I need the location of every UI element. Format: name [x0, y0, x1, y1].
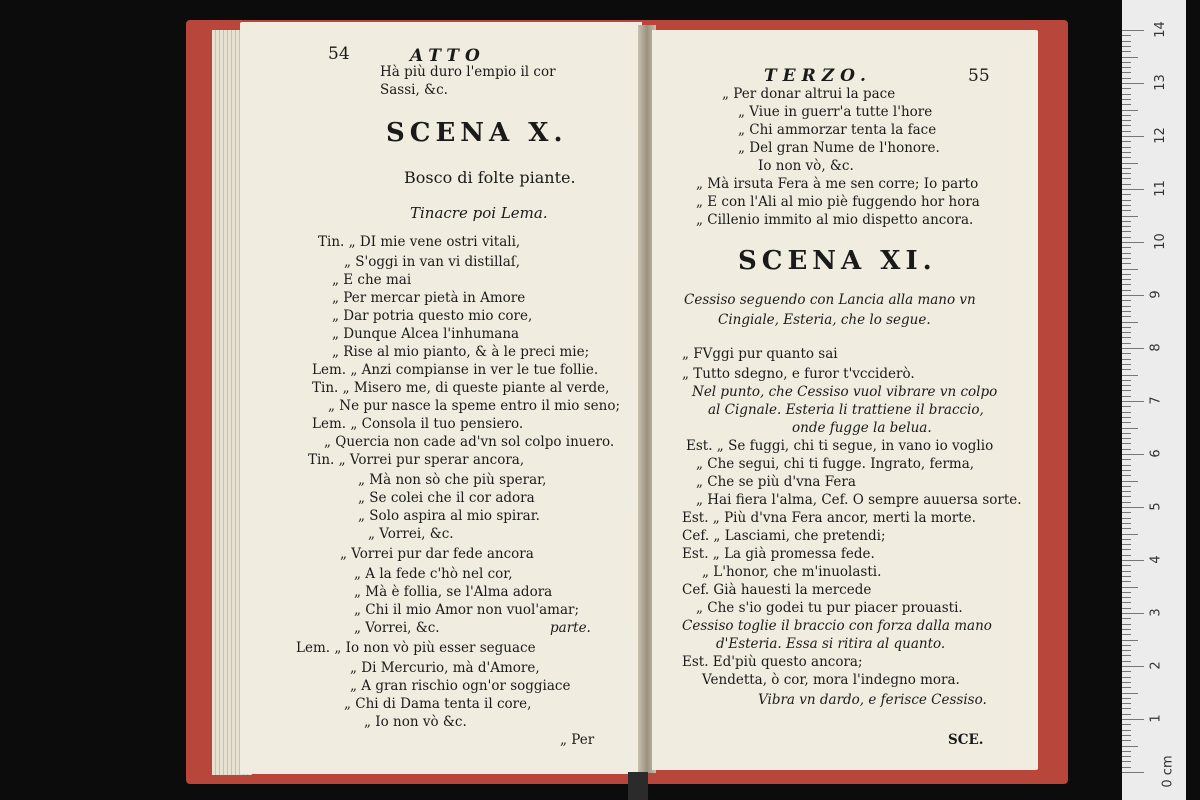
ruler-minor-tick	[1122, 131, 1131, 132]
ruler-minor-tick	[1122, 396, 1131, 397]
ruler-tick	[1122, 613, 1144, 614]
ruler-minor-tick	[1122, 597, 1131, 598]
ruler-minor-tick	[1122, 78, 1131, 79]
ruler-minor-tick	[1122, 274, 1131, 275]
ruler-minor-tick	[1122, 67, 1131, 68]
ruler-minor-tick	[1122, 231, 1131, 232]
ruler-label: 13	[1152, 74, 1168, 91]
ruler-minor-tick	[1122, 327, 1131, 328]
text-line: Vendetta, ò cor, mora l'indegno mora.	[702, 672, 960, 688]
text-line: „ Dunque Alcea l'inhumana	[332, 326, 520, 342]
text-line: „ Viue in guerr'a tutte l'hore	[738, 104, 933, 120]
ruler-minor-tick	[1122, 475, 1131, 476]
text-line: „ S'oggi in van vi distillaſ,	[344, 254, 521, 270]
ruler-minor-tick	[1122, 422, 1131, 423]
ruler-minor-tick	[1122, 247, 1131, 248]
ruler-minor-tick	[1122, 163, 1138, 164]
text-line: Sassi, &c.	[380, 82, 448, 98]
ruler-tick	[1122, 454, 1144, 455]
text-line: „ Vorrei pur dar fede ancora	[340, 546, 534, 562]
ruler-minor-tick	[1122, 279, 1131, 280]
text-line: Io non vò, &c.	[758, 158, 854, 174]
ruler-minor-tick	[1122, 661, 1131, 662]
ruler-tick	[1122, 772, 1144, 773]
text-line: Est. „ Se fuggi, chi ti segue, in vano io voglio	[686, 438, 994, 454]
text-line: Tin. „ Misero me, di queste piante al verde,	[312, 380, 610, 396]
ruler-tick	[1122, 719, 1144, 720]
text-line: Tin. „ DI mie vene ostri vitali,	[318, 234, 521, 250]
ruler-label: 2	[1148, 661, 1164, 670]
ruler-minor-tick	[1122, 682, 1131, 683]
text-line: „ L'honor, che m'inuolasti.	[702, 564, 882, 580]
ruler-tick	[1122, 242, 1144, 243]
ruler-minor-tick	[1122, 226, 1131, 227]
text-line: Est. „ La già promessa fede.	[682, 546, 875, 562]
ruler-minor-tick	[1122, 157, 1131, 158]
ruler-minor-tick	[1122, 565, 1131, 566]
ruler-minor-tick	[1122, 120, 1131, 121]
ruler-minor-tick	[1122, 110, 1138, 111]
ruler-minor-tick	[1122, 650, 1131, 651]
ruler-minor-tick	[1122, 470, 1131, 471]
ruler-minor-tick	[1122, 72, 1131, 73]
ruler-label: 8	[1148, 343, 1164, 352]
ruler-label: 9	[1148, 290, 1164, 299]
ruler-label: 10	[1152, 233, 1168, 250]
characters: Cessiso seguendo con Lancia alla mano vn	[684, 292, 976, 308]
ruler-minor-tick	[1122, 51, 1131, 52]
ruler-minor-tick	[1122, 629, 1131, 630]
ruler-tick	[1122, 136, 1144, 137]
text-line: „ Solo aspira al mio spirar.	[358, 508, 540, 524]
ruler-minor-tick	[1122, 41, 1131, 42]
ruler-minor-tick	[1122, 62, 1131, 63]
ruler-minor-tick	[1122, 173, 1131, 174]
ruler-minor-tick	[1122, 581, 1131, 582]
ruler-minor-tick	[1122, 693, 1138, 694]
text-line: „ E con l'Ali al mio piè fuggendo hor hora	[696, 194, 980, 210]
text-line: Est. „ Più d'vna Fera ancor, merti la morte.	[682, 510, 976, 526]
text-line: „ Che se più d'vna Fera	[696, 474, 856, 490]
ruler-tick	[1122, 560, 1144, 561]
ruler-minor-tick	[1122, 512, 1131, 513]
ruler-minor-tick	[1122, 205, 1131, 206]
text-line: „ Che segui, chi ti fugge. Ingrato, ferma,	[696, 456, 975, 472]
ruler-minor-tick	[1122, 253, 1131, 254]
ruler-minor-tick	[1122, 756, 1131, 757]
ruler-minor-tick	[1122, 94, 1131, 95]
ruler-minor-tick	[1122, 322, 1138, 323]
ruler-minor-tick	[1122, 178, 1131, 179]
catchword: „ Per	[560, 732, 595, 748]
ruler-minor-tick	[1122, 311, 1131, 312]
text-line: „ Dar potria questo mio core,	[332, 308, 533, 324]
ruler-minor-tick	[1122, 730, 1131, 731]
ruler-minor-tick	[1122, 714, 1131, 715]
ruler-tick	[1122, 83, 1144, 84]
ruler-minor-tick	[1122, 555, 1131, 556]
ruler-tick	[1122, 401, 1144, 402]
ruler-minor-tick	[1122, 576, 1131, 577]
text-line: „ A la fede c'hò nel cor,	[354, 566, 513, 582]
text-line: „ Rise al mio pianto, & à le preci mie;	[332, 344, 590, 360]
ruler-minor-tick	[1122, 343, 1131, 344]
ruler-minor-tick	[1122, 269, 1138, 270]
text-line: „ Quercia non cade ad'vn sol colpo inuero.	[324, 434, 615, 450]
ruler-minor-tick	[1122, 385, 1131, 386]
text-line: „ Mà è follia, se l'Alma adora	[354, 584, 553, 600]
ruler-minor-tick	[1122, 534, 1138, 535]
ruler-minor-tick	[1122, 237, 1131, 238]
ruler-minor-tick	[1122, 634, 1131, 635]
text-line: „ Hai fiera l'alma, Cef. O sempre auuersa sorte.	[696, 492, 1022, 508]
ruler-minor-tick	[1122, 200, 1131, 201]
running-head: TERZO.	[764, 66, 872, 86]
text-line: „ Per mercar pietà in Amore	[332, 290, 526, 306]
page-number: 55	[968, 66, 990, 86]
ruler-label: 5	[1148, 502, 1164, 511]
text-line: „ Cillenio immito al mio dispetto ancora.	[696, 212, 974, 228]
ruler-tick	[1122, 348, 1144, 349]
ruler-minor-tick	[1122, 375, 1138, 376]
ruler-tick	[1122, 30, 1144, 31]
text-line: Lem. „ Anzi compianse in ver le tue follie.	[312, 362, 599, 378]
ruler-minor-tick	[1122, 698, 1131, 699]
ruler-minor-tick	[1122, 740, 1131, 741]
text-line: „ A gran rischio ogn'or soggiace	[350, 678, 571, 694]
stage-direction: onde fugge la belua.	[792, 420, 932, 436]
ruler-label: 4	[1148, 555, 1164, 564]
ruler-minor-tick	[1122, 502, 1131, 503]
ruler-minor-tick	[1122, 571, 1131, 572]
ruler-minor-tick	[1122, 735, 1131, 736]
ruler-minor-tick	[1122, 761, 1131, 762]
ruler-minor-tick	[1122, 147, 1131, 148]
text-line: „ Vorrei, &c.	[368, 526, 454, 542]
ruler-minor-tick	[1122, 406, 1131, 407]
stage-direction: al Cignale. Esteria li trattiene il braccio,	[708, 402, 984, 418]
ruler-minor-tick	[1122, 284, 1131, 285]
ruler-minor-tick	[1122, 703, 1131, 704]
text-line: „ Del gran Nume de l'honore.	[738, 140, 940, 156]
ruler-minor-tick	[1122, 486, 1131, 487]
ruler-tick	[1122, 507, 1144, 508]
ruler-minor-tick	[1122, 115, 1131, 116]
catchword: SCE.	[948, 732, 984, 748]
ruler-label: 1	[1148, 714, 1164, 723]
ruler-minor-tick	[1122, 528, 1131, 529]
right-page	[652, 30, 1038, 770]
ruler-minor-tick	[1122, 481, 1138, 482]
text-line: „ Di Mercurio, mà d'Amore,	[350, 660, 540, 676]
text-line: „ Mà irsuta Fera à me sen corre; Io parto	[696, 176, 979, 192]
ruler-label: 7	[1148, 396, 1164, 405]
ruler-minor-tick	[1122, 491, 1131, 492]
text-line: Hà più duro l'empio il cor	[380, 64, 556, 80]
ruler-minor-tick	[1122, 35, 1131, 36]
ruler-minor-tick	[1122, 746, 1138, 747]
ruler-minor-tick	[1122, 428, 1138, 429]
characters: Cingiale, Esteria, che lo segue.	[718, 312, 931, 328]
text-line: „ Chi ammorzar tenta la face	[738, 122, 937, 138]
ruler-tick	[1122, 666, 1144, 667]
left-page	[240, 22, 642, 774]
text-line: „ Per donar altrui la pace	[722, 86, 896, 102]
ruler-minor-tick	[1122, 465, 1131, 466]
ruler-minor-tick	[1122, 655, 1131, 656]
ruler-label: 6	[1148, 449, 1164, 458]
stage-direction: Vibra vn dardo, e ferisce Cessiso.	[758, 692, 987, 708]
ruler-label: 12	[1152, 127, 1168, 144]
stage-direction: Nel punto, che Cessiso vuol vibrare vn colpo	[692, 384, 998, 400]
binding-band	[628, 772, 648, 800]
ruler-minor-tick	[1122, 141, 1131, 142]
ruler-minor-tick	[1122, 449, 1131, 450]
ruler-minor-tick	[1122, 433, 1131, 434]
running-head: ATTO	[410, 46, 486, 66]
ruler-minor-tick	[1122, 168, 1131, 169]
ruler-minor-tick	[1122, 544, 1131, 545]
ruler-minor-tick	[1122, 587, 1138, 588]
ruler-minor-tick	[1122, 353, 1131, 354]
text-line: „ Se colei che il cor adora	[358, 490, 535, 506]
text-line: „ Mà non sò che più sperar,	[358, 472, 547, 488]
ruler-minor-tick	[1122, 316, 1131, 317]
text-line: „ Chi di Dama tenta il core,	[344, 696, 532, 712]
characters: Tinacre poi Lema.	[410, 204, 548, 222]
ruler-minor-tick	[1122, 751, 1131, 752]
ruler-minor-tick	[1122, 602, 1131, 603]
ruler-minor-tick	[1122, 337, 1131, 338]
ruler-minor-tick	[1122, 640, 1138, 641]
ruler-tick	[1122, 189, 1144, 190]
ruler-minor-tick	[1122, 523, 1131, 524]
measurement-ruler	[1122, 0, 1186, 800]
text-line: „ FVggi pur quanto sai	[682, 346, 838, 362]
text-line: „ Chi il mio Amor non vuol'amar;	[354, 602, 579, 618]
ruler-minor-tick	[1122, 412, 1131, 413]
stage-direction: parte.	[550, 620, 591, 636]
ruler-minor-tick	[1122, 306, 1131, 307]
text-line: „ Vorrei, &c.	[354, 620, 440, 636]
ruler-minor-tick	[1122, 88, 1131, 89]
scene-title: SCENA X.	[386, 118, 568, 148]
stage-direction: Cessiso toglie il braccio con forza dalla mano	[682, 618, 992, 634]
text-line: „ E che mai	[332, 272, 412, 288]
text-line: Cef. Già hauesti la mercede	[682, 582, 872, 598]
ruler-minor-tick	[1122, 104, 1131, 105]
ruler-minor-tick	[1122, 46, 1131, 47]
text-line: „ Ne pur nasce la speme entro il mio seno;	[328, 398, 621, 414]
ruler-minor-tick	[1122, 290, 1131, 291]
ruler-minor-tick	[1122, 258, 1131, 259]
ruler-minor-tick	[1122, 210, 1131, 211]
ruler-minor-tick	[1122, 549, 1131, 550]
ruler-label: 0 cm	[1160, 755, 1176, 788]
text-line: „ Che s'io godei tu pur piacer prouasti.	[696, 600, 963, 616]
ruler-minor-tick	[1122, 216, 1138, 217]
ruler-minor-tick	[1122, 724, 1131, 725]
ruler-minor-tick	[1122, 459, 1131, 460]
text-line: Cef. „ Lasciami, che pretendi;	[682, 528, 886, 544]
text-line: „ Io non vò &c.	[364, 714, 467, 730]
ruler-minor-tick	[1122, 645, 1131, 646]
ruler-minor-tick	[1122, 152, 1131, 153]
ruler-minor-tick	[1122, 417, 1131, 418]
ruler-label: 3	[1148, 608, 1164, 617]
ruler-minor-tick	[1122, 618, 1131, 619]
ruler-minor-tick	[1122, 300, 1131, 301]
text-line: „ Tutto sdegno, e furor t'vcciderò.	[682, 366, 915, 382]
ruler-minor-tick	[1122, 57, 1138, 58]
ruler-minor-tick	[1122, 443, 1131, 444]
ruler-minor-tick	[1122, 438, 1131, 439]
text-line: Lem. „ Consola il tuo pensiero.	[312, 416, 524, 432]
ruler-minor-tick	[1122, 125, 1131, 126]
ruler-tick	[1122, 295, 1144, 296]
ruler-minor-tick	[1122, 221, 1131, 222]
ruler-minor-tick	[1122, 332, 1131, 333]
text-line: Lem. „ Io non vò più esser seguace	[296, 640, 536, 656]
ruler-minor-tick	[1122, 369, 1131, 370]
ruler-minor-tick	[1122, 263, 1131, 264]
ruler-minor-tick	[1122, 390, 1131, 391]
text-line: Tin. „ Vorrei pur sperar ancora,	[308, 452, 525, 468]
ruler-minor-tick	[1122, 380, 1131, 381]
page-number: 54	[328, 44, 350, 64]
ruler-minor-tick	[1122, 496, 1131, 497]
ruler-minor-tick	[1122, 767, 1131, 768]
ruler-minor-tick	[1122, 687, 1131, 688]
ruler-minor-tick	[1122, 708, 1131, 709]
ruler-minor-tick	[1122, 608, 1131, 609]
ruler-minor-tick	[1122, 518, 1131, 519]
ruler-minor-tick	[1122, 184, 1131, 185]
ruler-minor-tick	[1122, 539, 1131, 540]
ruler-minor-tick	[1122, 364, 1131, 365]
setting: Bosco di folte piante.	[404, 168, 576, 187]
scene-title: SCENA XI.	[738, 246, 937, 276]
text-line: Est. Ed'più questo ancora;	[682, 654, 863, 670]
ruler-label: 11	[1152, 180, 1168, 197]
ruler-minor-tick	[1122, 99, 1131, 100]
ruler-minor-tick	[1122, 624, 1131, 625]
ruler-minor-tick	[1122, 194, 1131, 195]
stage-direction: d'Esteria. Essa si ritira al quanto.	[716, 636, 946, 652]
ruler-minor-tick	[1122, 359, 1131, 360]
ruler-minor-tick	[1122, 677, 1131, 678]
ruler-label: 14	[1152, 21, 1168, 38]
ruler-minor-tick	[1122, 671, 1131, 672]
ruler-minor-tick	[1122, 592, 1131, 593]
